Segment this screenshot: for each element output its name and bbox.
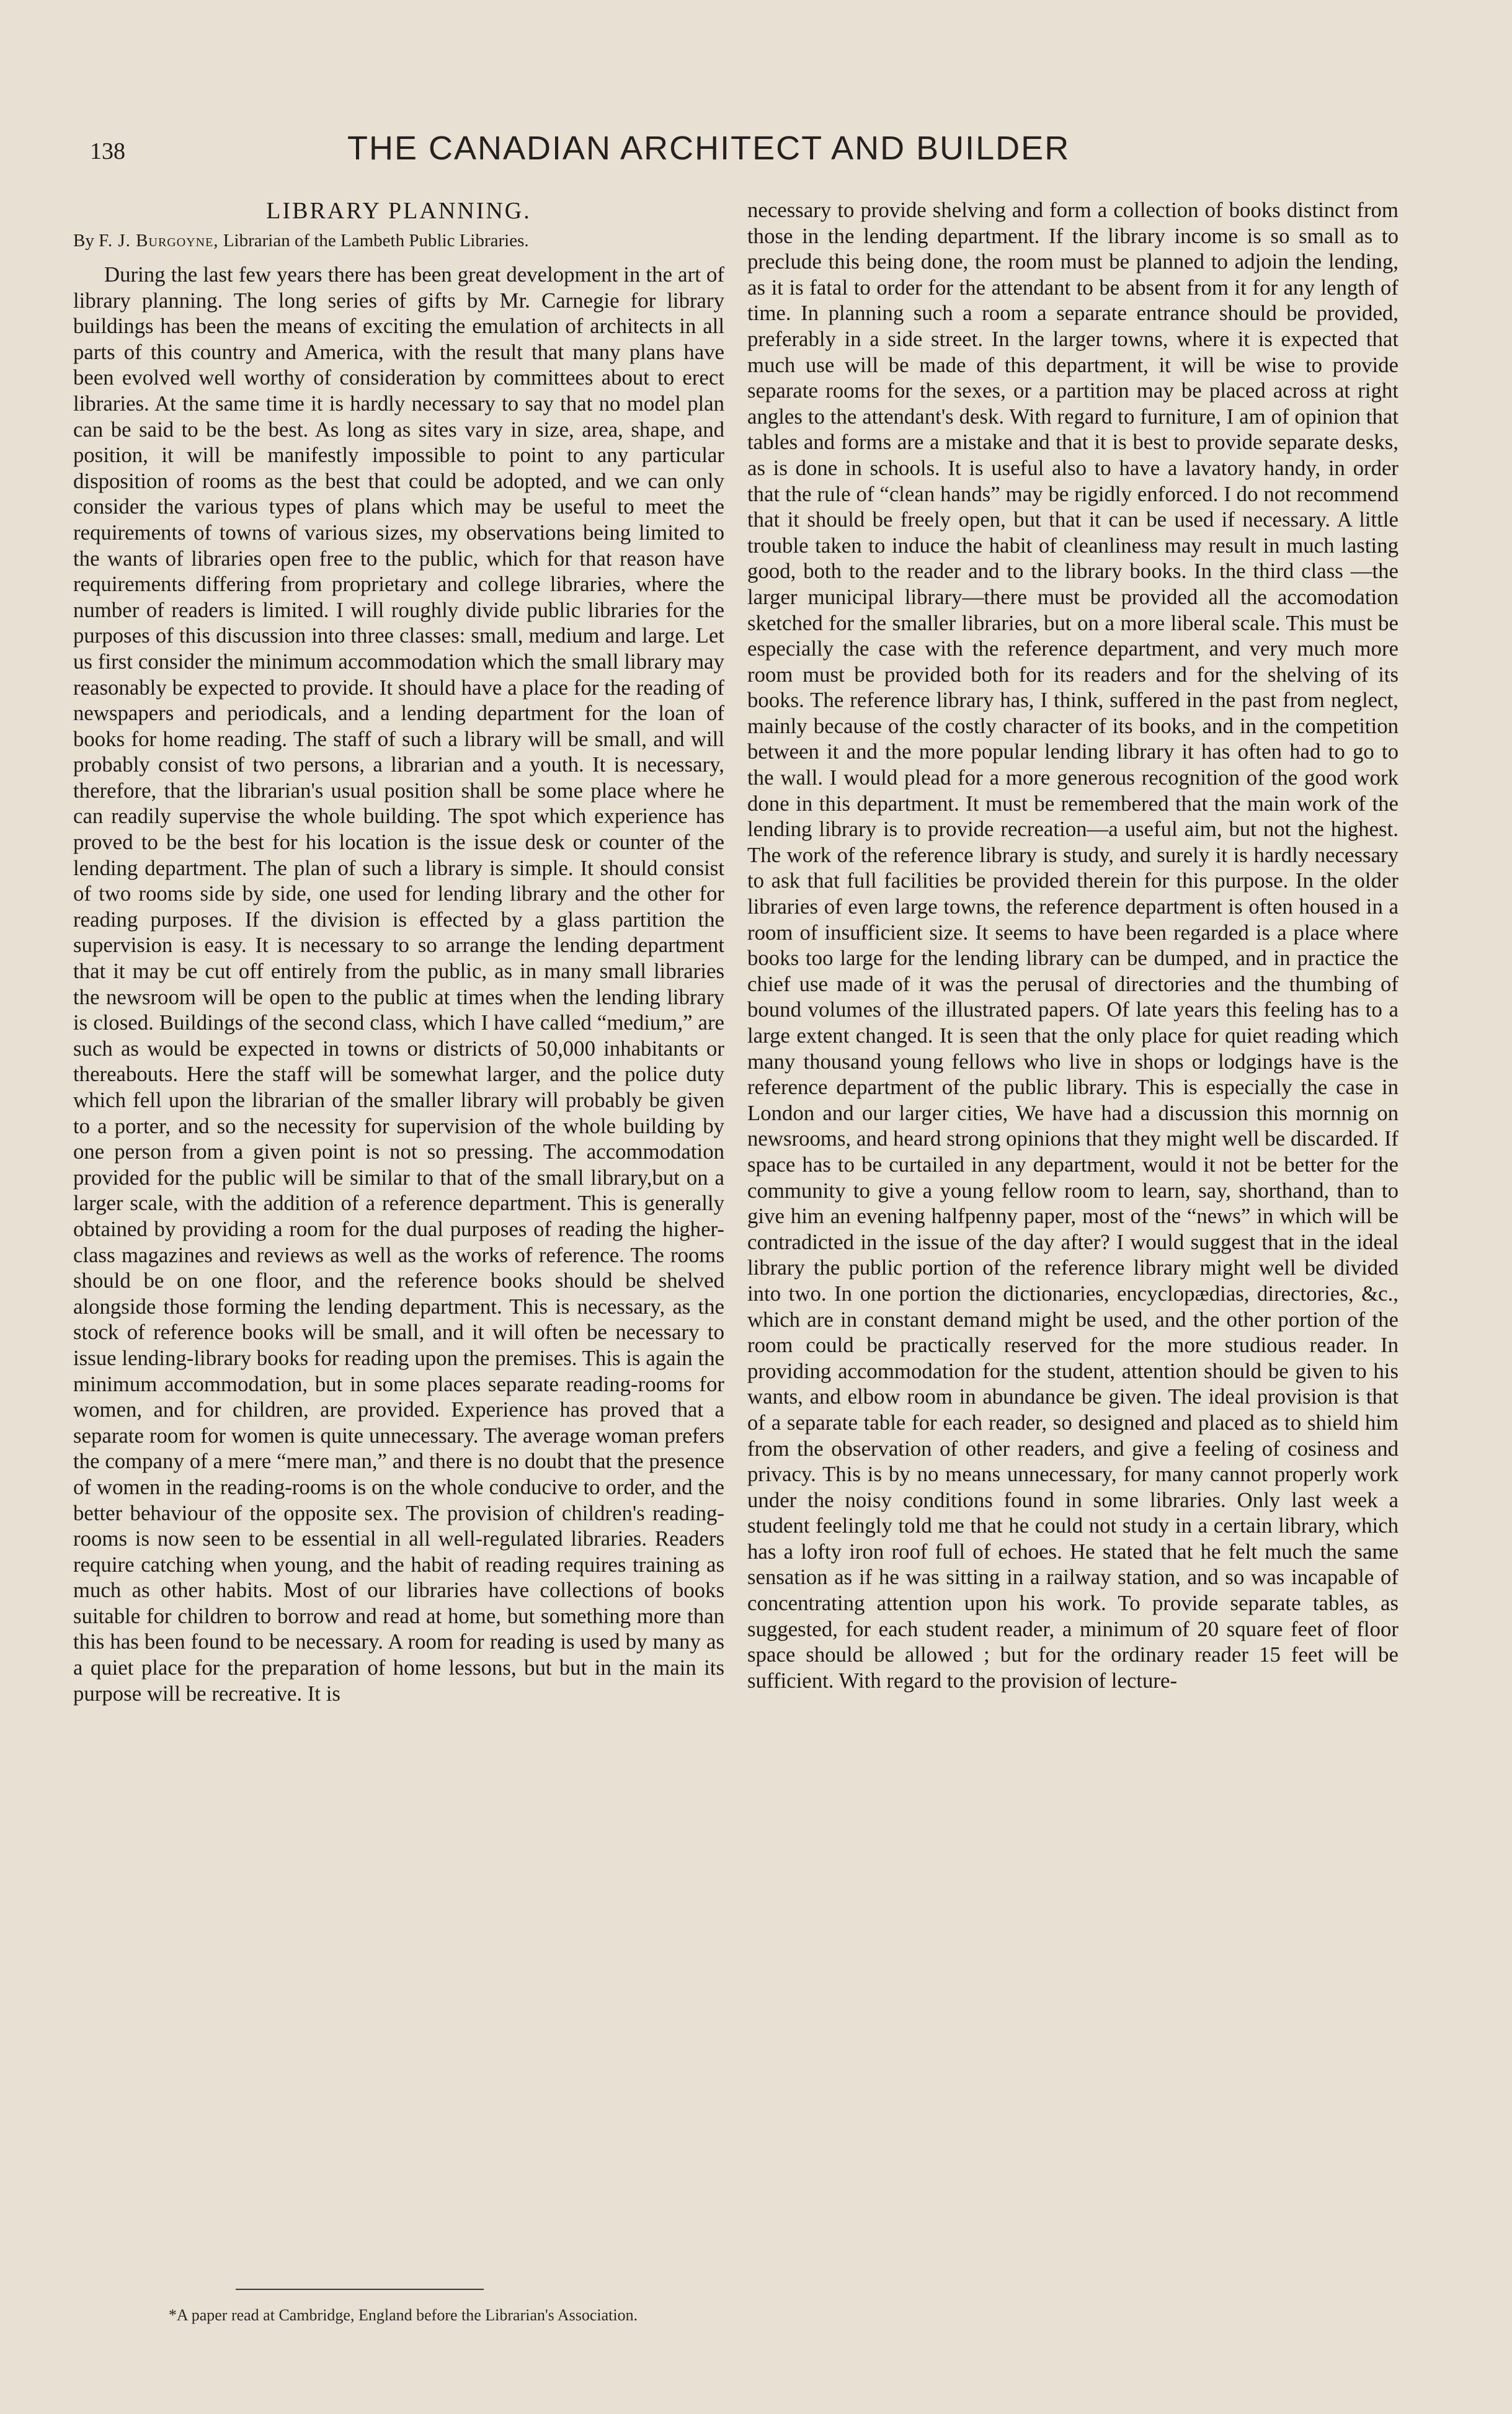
left-column bbox=[73, 197, 724, 1706]
right-column bbox=[747, 197, 1399, 1693]
body-paragraph-right: necessary to provide shelving and form a collection of books distinct from those in the lending department. If the library income is so small as to preclude this being done, the room must be planned to adjoin the lending, as it is fatal to order for the attendant to be absent from it for any length of time. In planning such a room a separate entrance should be provided, preferably in a side street. In the larger towns, where it is expected that much use will be made of this department, it will be wise to provide separate rooms for the sexes, or a partition may be placed across at right angles to the attendant's desk. With regard to furniture, I am of opinion that tables and forms are a mistake and that it is best to provide separate desks, as is done in schools. It is useful also to have a lavatory handy, in order that the rule of “clean hands” may be rigidly enforced. I do not recommend that it should be freely open, but that it can be used if necessary. A little trouble taken to induce the habit of cleanliness may result in much lasting good, both to the reader and to the library books. In the third class —the larger municipal library—there must be provided all the accomodation sketched for the smaller libraries, but on a more liberal scale. This must be especially the case with the reference department, and very much more room must be provided both for its readers and for the shelving of its books. The reference library has, I think, suffered in the past from neglect, mainly because of the costly character of its books, and in the competition between it and the more popular lending library it has often had to go to the wall. I would plead for a more generous recognition of the good work done in this department. It must be remembered that the main work of the lending library is to provide recreation—a useful aim, but not the highest. The work of the reference library is study, and surely it is hardly necessary to ask that full facilities be provided therein for this purpose. In the older libraries of even large towns, the reference department is often housed in a room of insufficient size. It seems to have been regarded is a place where books too large for the lending library can be dumped, and in practice the chief use made of it was the perusal of directories and the thumbing of bound volumes of the illustrated papers. Of late years this feeling has to a large extent changed. It is seen that the only place for quiet reading which many thousand young fellows who live in shops or lodgings have is the reference department of the public library. This is especially the case in London and our larger cities, We have had a discussion this mornnig on newsrooms, and heard strong opinions that they might well be discarded. If space has to be curtailed in any department, would it not be better for the community to give a young fellow room to learn, say, shorthand, than to give him an evening halfpenny paper, most of the “news” in which will be contradicted in the issue of the day after? I would suggest that in the ideal library the public portion of the reference library might well be divided into two. In one portion the dictionaries, encyclopædias, directories, &c., which are in constant demand might be used, and the other portion of the room could be practically reserved for the more studious reader. In providing accommodation for the student, attention should be given to his wants, and elbow room in abundance be given. The ideal provision is that of a separate table for each reader, so designed and placed as to shield him from the observation of other readers, and give a feeling of cosiness and privacy. This is by no means unnecessary, for many cannot properly work under the noisy conditions found in some libraries. Only last week a student feelingly told me that he could not study in a certain library, which has a lofty iron roof full of echoes. He stated that he felt much the same sensation as if he was sitting in a railway station, and so was incapable of concentrating attention upon his work. To provide separate tables, as suggested, for each student reader, a minimum of 20 square feet of floor space should be allowed ; but for the ordinary reader 15 feet will be sufficient. With regard to the provision of lecture- bbox=[747, 198, 1399, 1693]
footnote: *A paper read at Cambridge, England before the Librarian's Association. bbox=[168, 2306, 638, 2324]
article-title: LIBRARY PLANNING. bbox=[266, 198, 531, 224]
footnote-rule bbox=[236, 2289, 484, 2290]
byline-prefix: By bbox=[73, 231, 94, 251]
page-number: 138 bbox=[90, 138, 125, 164]
running-head: THE CANADIAN ARCHITECT AND BUILDER bbox=[347, 130, 1070, 167]
byline-author: F. J. Burgoyne, bbox=[99, 231, 219, 251]
byline bbox=[73, 228, 724, 253]
byline-affiliation: Librarian of the Lambeth Public Libraries. bbox=[223, 231, 529, 251]
body-paragraph-left: During the last few years there has been great development in the art of library planning. The long series of gifts by Mr. Carnegie for library buildings has been the means of exciting the emulation of architects in all parts of this country and America, with the result that many plans have been evolved well worthy of consideration by committees about to erect libraries. At the same time it is hardly necessary to say that no model plan can be said to be the best. As long as sites vary in size, area, shape, and position, it will be manifestly impossible to point to any particular disposition of rooms as the best that could be adopted, and we can only consider the various types of plans which may be useful to meet the requirements of towns of various sizes, my observations being limited to the wants of libraries open free to the public, which for that reason have requirements differing from proprietary and college libraries, where the number of readers is limited. I will roughly divide public libraries for the purposes of this discussion into three classes: small, medium and large. Let us first consider the minimum accommodation which the small library may reasonably be expected to provide. It should have a place for the reading of newspapers and periodicals, and a lending department for the loan of books for home reading. The staff of such a library will be small, and will probably consist of two persons, a librarian and a youth. It is necessary, therefore, that the librarian's usual position shall be some place where he can readily supervise the whole building. The spot which experience has proved to be the best for his location is the issue desk or counter of the lending department. The plan of such a library is simple. It should consist of two rooms side by side, one used for lending library and the other for reading purposes. If the division is effected by a glass partition the supervision is easy. It is necessary to so arrange the lending department that it may be cut off entirely from the public, as in many small libraries the newsroom will be open to the public at times when the lending library is closed. Buildings of the second class, which I have called “medium,” are such as would be expected in towns or districts of 50,000 inhabitants or thereabouts. Here the staff will be somewhat larger, and the police duty which fell upon the librarian of the smaller library will probably be given to a porter, and so the necessity for supervision of the whole building by one person from a given point is not so pressing. The accommodation provided for the public will be similar to that of the small library,but on a larger scale, with the addition of a reference department. This is generally obtained by providing a room for the dual purposes of reading the higher-class magazines and reviews as well as the works of reference. The rooms should be on one floor, and the reference books should be shelved alongside those forming the lending department. This is necessary, as the stock of reference books will be small, and it will often be necessary to issue lending-library books for reading upon the premises. This is again the minimum accommodation, but in some places separate reading-rooms for women, and for children, are provided. Experience has proved that a separate room for women is quite unnecessary. The average woman prefers the company of a mere “mere man,” and there is no doubt that the presence of women in the reading-rooms is on the whole conducive to order, and the better behaviour of the opposite sex. The provision of children's reading-rooms is now seen to be essential in all well-regulated libraries. Readers require catching when young, and the habit of reading requires training as much as other habits. Most of our libraries have collections of books suitable for children to borrow and read at home, but something more than this has been found to be necessary. A room for reading is used by many as a quiet place for the preparation of home lessons, but but in the main its purpose will be recreative. It is bbox=[73, 262, 724, 1706]
